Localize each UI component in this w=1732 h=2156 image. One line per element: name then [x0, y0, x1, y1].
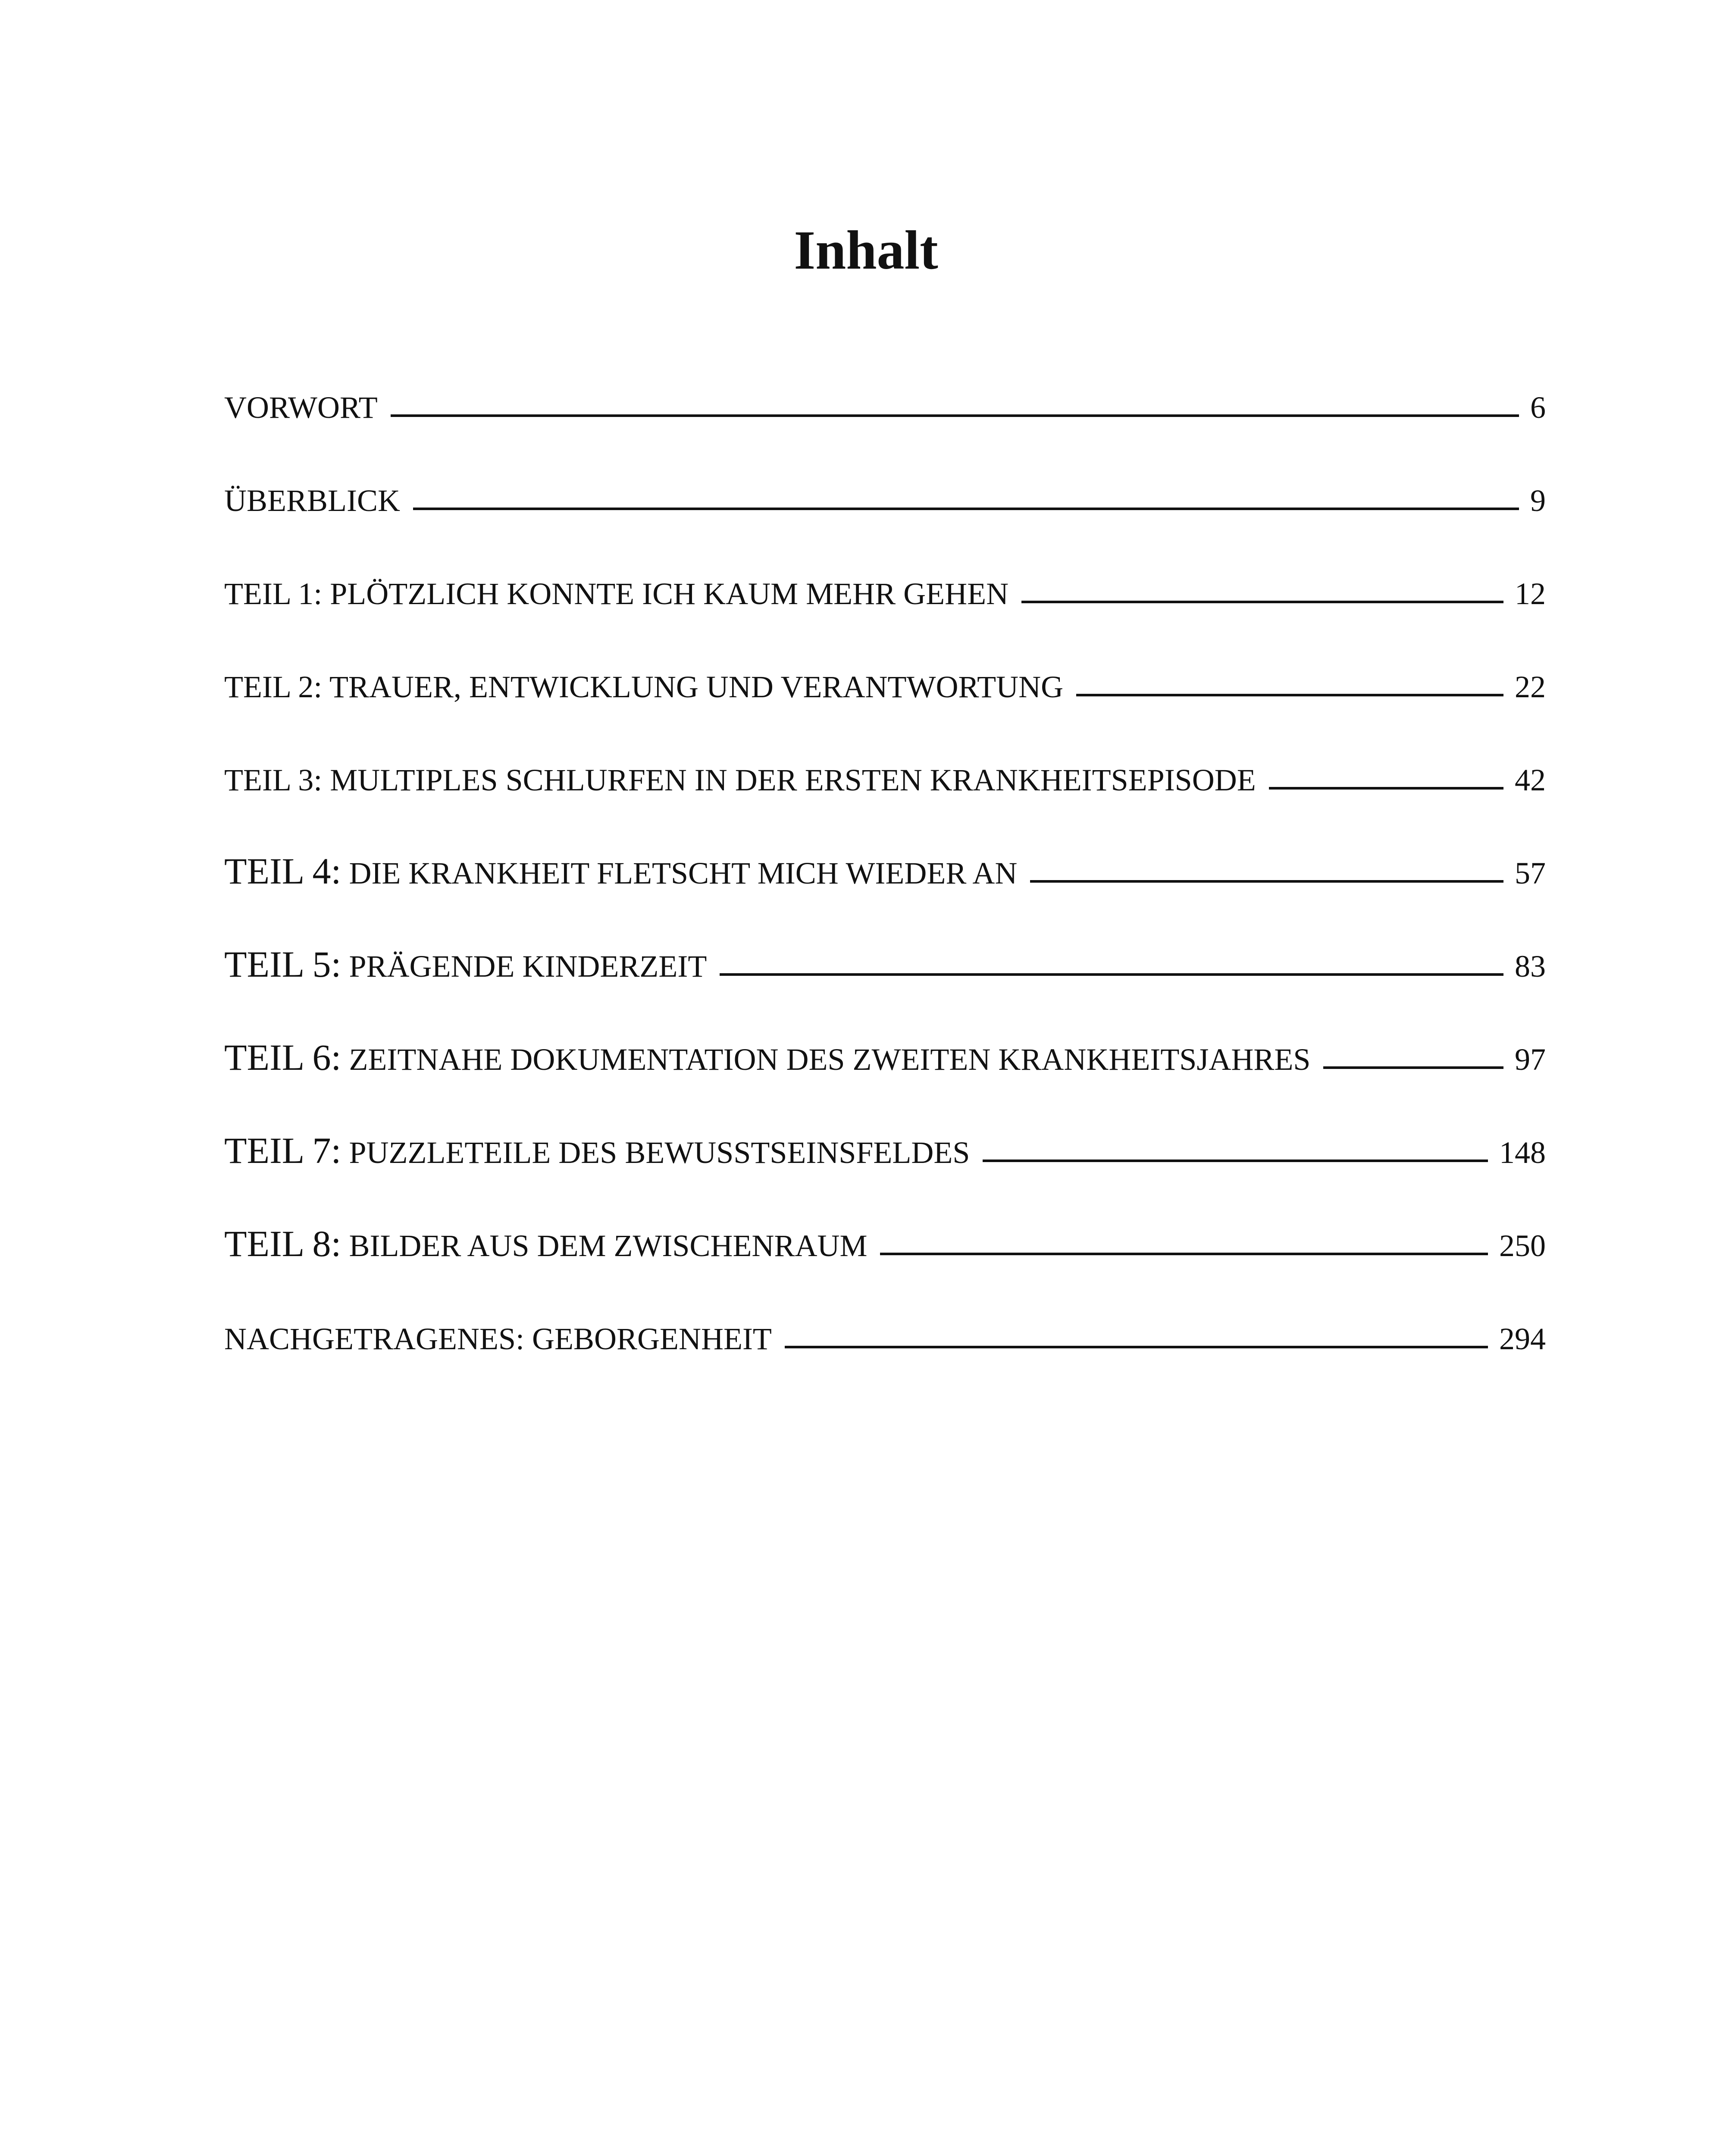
- toc-entry-label: TEIL 4: DIE KRANKHEIT FLETSCHT MICH WIEDER AN: [224, 850, 1018, 892]
- toc-entry-label: TEIL 7: PUZZLETEILE DES BEWUSSTSEINSFELDES: [224, 1130, 970, 1171]
- toc-entry-ueberblick: [224, 475, 1546, 568]
- toc-page-number: 83: [1515, 949, 1546, 984]
- toc-page-number: 250: [1499, 1228, 1546, 1263]
- toc-leader-line: [880, 1252, 1488, 1255]
- toc-leader-line: [983, 1159, 1488, 1162]
- toc-leader-line: [391, 414, 1519, 417]
- toc-entry-teil-2: [224, 661, 1546, 754]
- toc-entry-teil-7: [224, 1127, 1546, 1220]
- toc-leader-line: [785, 1345, 1488, 1348]
- toc-entry-label: VORWORT: [224, 390, 378, 425]
- toc-entry-teil-3: [224, 754, 1546, 847]
- table-of-contents: [224, 382, 1546, 1406]
- toc-entry-label: ÜBERBLICK: [224, 483, 401, 518]
- toc-entry-label: TEIL 8: BILDER AUS DEM ZWISCHENRAUM: [224, 1223, 868, 1264]
- toc-leader-line: [720, 973, 1503, 976]
- toc-entry-teil-5: [224, 940, 1546, 1034]
- toc-page-number: 42: [1515, 763, 1546, 797]
- toc-entry-label: TEIL 3: MULTIPLES SCHLURFEN IN DER ERSTEN KRANKHEITSEPISODE: [224, 763, 1256, 797]
- toc-entry-label: TEIL 2: TRAUER, ENTWICKLUNG UND VERANTWORTUNG: [224, 670, 1064, 704]
- toc-entry-label: TEIL 6: ZEITNAHE DOKUMENTATION DES ZWEITEN KRANKHEITSJAHRES: [224, 1037, 1311, 1078]
- toc-entry-label: NACHGETRAGENES: GEBORGENHEIT: [224, 1322, 772, 1356]
- toc-entry-teil-6: [224, 1034, 1546, 1127]
- toc-leader-line: [1076, 693, 1503, 696]
- toc-entry-teil-8: [224, 1220, 1546, 1313]
- toc-entry-nachgetragenes: [224, 1313, 1546, 1406]
- toc-page-number: 9: [1530, 483, 1546, 518]
- toc-leader-line: [413, 507, 1519, 510]
- toc-leader-line: [1030, 880, 1503, 883]
- toc-entry-teil-1: [224, 568, 1546, 661]
- toc-page-number: 22: [1515, 670, 1546, 704]
- toc-page-number: 148: [1499, 1135, 1546, 1170]
- page-title: Inhalt: [794, 219, 938, 281]
- toc-page-number: 57: [1515, 856, 1546, 890]
- toc-entry-teil-4: [224, 847, 1546, 940]
- toc-entry-vorwort: [224, 382, 1546, 475]
- toc-entry-label: TEIL 1: PLÖTZLICH KONNTE ICH KAUM MEHR GEHEN: [224, 577, 1009, 611]
- toc-leader-line: [1323, 1066, 1503, 1069]
- toc-page-number: 97: [1515, 1042, 1546, 1077]
- toc-entry-label: TEIL 5: PRÄGENDE KINDERZEIT: [224, 943, 707, 985]
- toc-page-number: 12: [1515, 577, 1546, 611]
- toc-page-number: 6: [1530, 390, 1546, 425]
- toc-leader-line: [1269, 787, 1503, 790]
- toc-leader-line: [1021, 600, 1503, 603]
- toc-page-number: 294: [1499, 1322, 1546, 1356]
